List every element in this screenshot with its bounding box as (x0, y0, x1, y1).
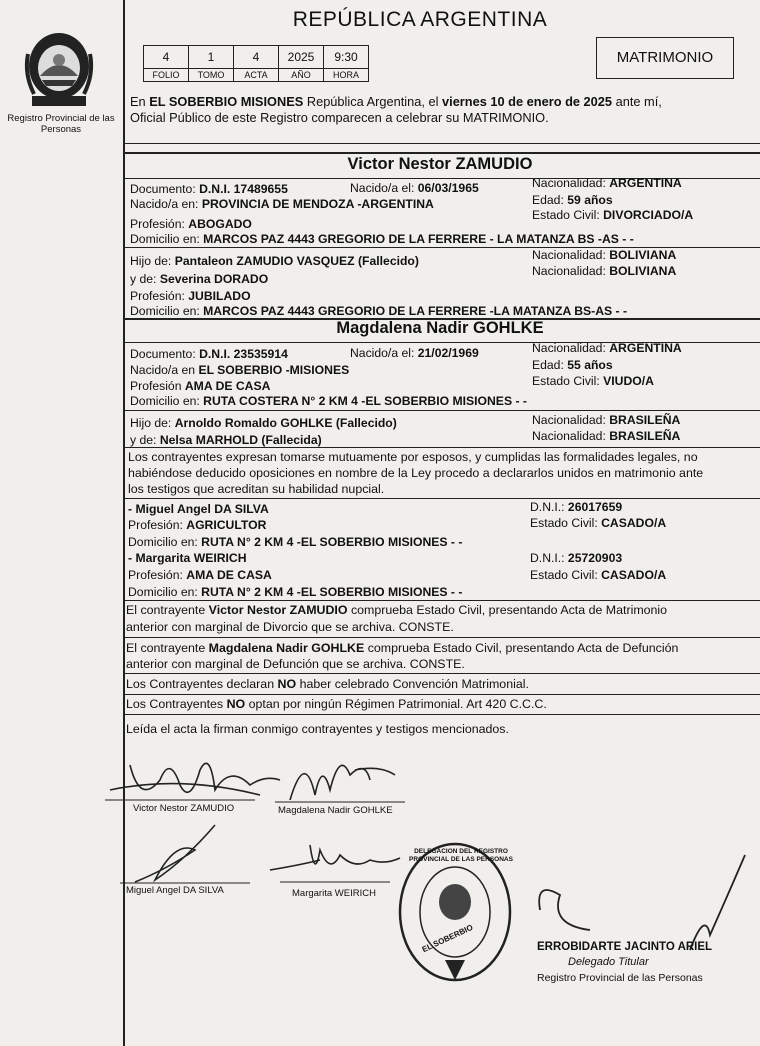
bride-signature-icon (270, 740, 410, 810)
witness-2-name: - Margarita WEIRICH (128, 551, 247, 565)
province-emblem-icon (20, 24, 98, 110)
bride-mother-nationality: Nacionalidad: BRASILEÑA (532, 429, 681, 443)
groom-document: Documento: D.N.I. 17489655 (130, 182, 288, 196)
record-type-box: MATRIMONIO (596, 37, 734, 79)
note-groom-line-1: El contrayente Victor Nestor ZAMUDIO comprueba Estado Civil, presentando Acta de Matrimonio (126, 603, 668, 617)
groom-profession: Profesión: ABOGADO (130, 217, 252, 231)
groom-birthdate: Nacido/a el: 06/03/1965 (350, 181, 479, 195)
acta-value: 4 (234, 46, 279, 69)
bride-birthdate: Nacido/a el: 21/02/1969 (350, 346, 479, 360)
witness-1-name: - Miguel Angel DA SILVA (128, 502, 269, 516)
tomo-label: TOMO (189, 69, 234, 82)
groom-mother: y de: Severina DORADO (130, 272, 269, 286)
folio-value: 4 (144, 46, 189, 69)
witness-1-address: Domicilio en: RUTA N° 2 KM 4 -EL SOBERBIO MISIONES - - (128, 535, 463, 549)
seal-outer-text: DELEGACION DEL REGISTRO PROVINCIAL DE LAS PERSONAS (409, 848, 513, 863)
folio-label: FOLIO (144, 69, 189, 82)
witness-2-signature-label: Margarita WEIRICH (292, 888, 376, 899)
groom-parents-address: Domicilio en: MARCOS PAZ 4443 GREGORIO DE LA FERRERE -LA MATANZA BS-AS - - (130, 304, 628, 318)
note-convention: Los Contrayentes declaran NO haber celebrado Convención Matrimonial. (126, 677, 529, 691)
seal-inner-text: EL SOBERBIO (420, 922, 475, 955)
year-value: 2025 (279, 46, 324, 69)
groom-name: Victor Nestor ZAMUDIO (347, 155, 533, 173)
intro-line-2: Oficial Público de este Registro comparecen a celebrar su MATRIMONIO. (130, 110, 549, 125)
page-title: REPÚBLICA ARGENTINA (292, 8, 548, 31)
witness-2-signature-icon (260, 830, 410, 890)
witness-2-civil-status: Estado Civil: CASADO/A (530, 568, 667, 582)
folio-table (143, 45, 369, 82)
bride-name: Magdalena Nadir GOHLKE (336, 319, 544, 337)
witness-2-profession: Profesión: AMA DE CASA (128, 568, 272, 582)
intro-line-1: En EL SOBERBIO MISIONES República Argentina, el viernes 10 de enero de 2025 ante mí, (130, 94, 662, 109)
bride-father-nationality: Nacionalidad: BRASILEÑA (532, 413, 681, 427)
registry-provincial-label: Registro Provincial de las Personas (7, 113, 115, 135)
note-groom-line-2: anterior con marginal de Divorcio que se archiva. CONSTE. (126, 620, 454, 634)
groom-signature-label: Victor Nestor ZAMUDIO (133, 803, 235, 814)
witness-2-dni: D.N.I.: 25720903 (530, 551, 623, 565)
groom-age: Edad: 59 años (532, 193, 613, 207)
declaration-line-2: habiéndose deducido oposiciones en nombre de la Ley procedo a declararlos unidos en matrimonio ante (128, 466, 704, 480)
bride-father: Hijo de: Arnoldo Romaldo GOHLKE (Fallecido) (130, 416, 397, 430)
groom-birthplace: Nacido/a en: PROVINCIA DE MENDOZA -ARGENTINA (130, 197, 434, 211)
bride-civil-status: Estado Civil: VIUDO/A (532, 374, 654, 388)
official-title: Delegado Titular (568, 956, 649, 968)
groom-nationality: Nacionalidad: ARGENTINA (532, 176, 682, 190)
hour-value: 9:30 (324, 46, 369, 69)
official-registry: Registro Provincial de las Personas (537, 972, 703, 984)
note-bride-line-1: El contrayente Magdalena Nadir GOHLKE comprueba Estado Civil, presentando Acta de Defunción (126, 641, 679, 655)
witness-1-signature-icon (115, 820, 255, 890)
groom-father-nationality: Nacionalidad: BOLIVIANA (532, 248, 677, 262)
groom-civil-status: Estado Civil: DIVORCIADO/A (532, 208, 694, 222)
witness-1-dni: D.N.I.: 26017659 (530, 500, 623, 514)
acta-label: ACTA (234, 69, 279, 82)
witness-1-profession: Profesión: AGRICULTOR (128, 518, 267, 532)
bride-profession: Profesión AMA DE CASA (130, 379, 271, 393)
bride-age: Edad: 55 años (532, 358, 613, 372)
declaration-line-1: Los contrayentes expresan tomarse mutuamente por esposos, y cumplidas las formalidades legales, no (128, 450, 698, 464)
note-signing: Leída el acta la firman conmigo contrayentes y testigos mencionados. (126, 722, 509, 736)
witness-1-signature-label: Miguel Angel DA SILVA (126, 885, 224, 896)
witness-2-address: Domicilio en: RUTA N° 2 KM 4 -EL SOBERBIO MISIONES - - (128, 585, 463, 599)
hour-label: HORA (324, 69, 369, 82)
bride-birthplace: Nacido/a en EL SOBERBIO -MISIONES (130, 363, 350, 377)
bride-nationality: Nacionalidad: ARGENTINA (532, 341, 682, 355)
official-name: ERROBIDARTE JACINTO ARIEL (537, 941, 713, 953)
bride-signature-label: Magdalena Nadir GOHLKE (278, 805, 393, 816)
note-bride-line-2: anterior con marginal de Defunción que se archiva. CONSTE. (126, 657, 465, 671)
note-regime: Los Contrayentes NO optan por ningún Régimen Patrimonial. Art 420 C.C.C. (126, 697, 547, 711)
groom-mother-nationality: Nacionalidad: BOLIVIANA (532, 264, 677, 278)
groom-parents-profession: Profesión: JUBILADO (130, 289, 251, 303)
bride-document: Documento: D.N.I. 23535914 (130, 347, 288, 361)
groom-address: Domicilio en: MARCOS PAZ 4443 GREGORIO DE LA FERRERE - LA MATANZA BS -AS - - (130, 232, 634, 246)
tomo-value: 1 (189, 46, 234, 69)
bride-mother: y de: Nelsa MARHOLD (Fallecida) (130, 433, 322, 447)
year-label: AÑO (279, 69, 324, 82)
groom-father: Hijo de: Pantaleon ZAMUDIO VASQUEZ (Fallecido) (130, 254, 419, 268)
bride-address: Domicilio en: RUTA COSTERA N° 2 KM 4 -EL SOBERBIO MISIONES - - (130, 394, 527, 408)
witness-1-civil-status: Estado Civil: CASADO/A (530, 516, 667, 530)
declaration-line-3: los testigos que acreditan su habilidad nupcial. (128, 482, 385, 496)
